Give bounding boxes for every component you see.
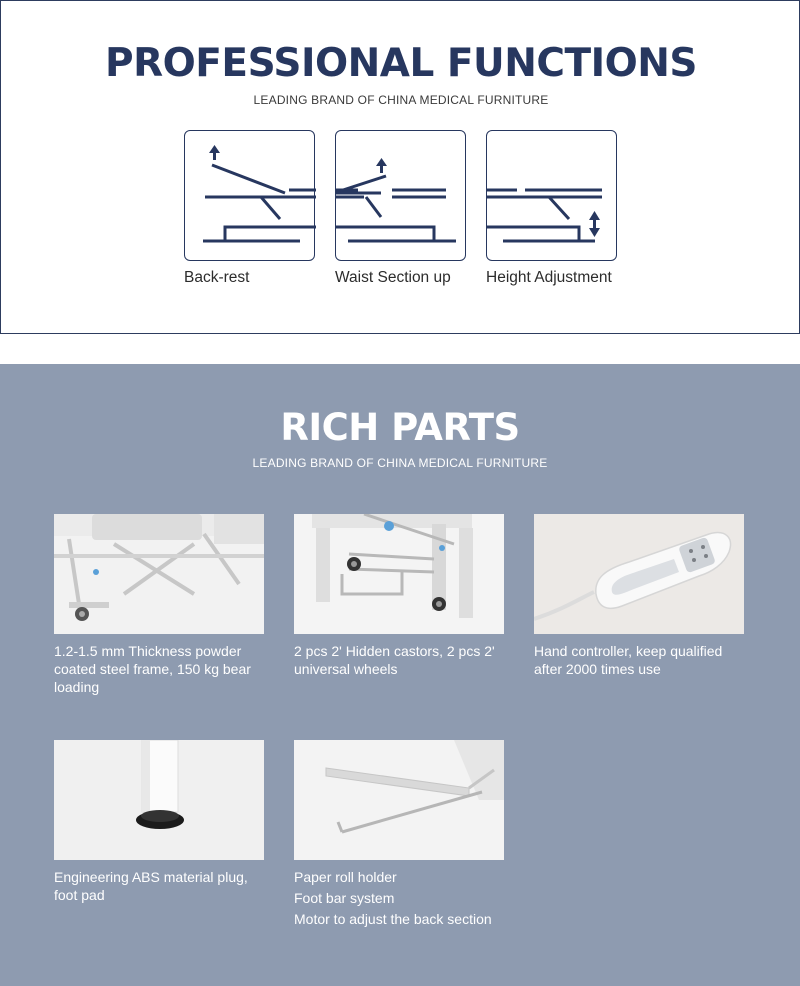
section-subtitle: LEADING BRAND OF CHINA MEDICAL FURNITURE: [253, 93, 549, 107]
part-description-2: 2 pcs 2' Hidden castors, 2 pcs 2' universal wheels: [294, 643, 495, 677]
backrest-diagram-icon: [184, 130, 315, 261]
function-label-height-adjustment: Height Adjustment: [486, 269, 612, 286]
foot-plug-photo: [54, 740, 264, 860]
rich-parts-section: [0, 364, 800, 986]
section-title: PROFESSIONAL FUNCTIONS: [105, 41, 697, 86]
section-subtitle: LEADING BRAND OF CHINA MEDICAL FURNITURE: [252, 456, 548, 470]
part-description-1: 1.2-1.5 mm Thickness powder coated steel frame, 150 kg bear loading: [54, 643, 251, 695]
hand-controller-photo: [534, 514, 744, 634]
paper-roll-holder-photo: [294, 740, 504, 860]
part-description-5: Paper roll holder Foot bar system Motor to adjust the back section: [294, 869, 492, 927]
height-adjustment-diagram-icon: [486, 130, 617, 261]
part-description-4: Engineering ABS material plug, foot pad: [54, 869, 248, 903]
professional-functions-section: [0, 0, 800, 334]
steel-frame-photo: [54, 514, 264, 634]
part-description-3: Hand controller, keep qualified after 2000 times use: [534, 643, 723, 677]
castors-photo: [294, 514, 504, 634]
waist-section-diagram-icon: [335, 130, 466, 261]
function-label-backrest: Back-rest: [184, 269, 250, 286]
section-title: RICH PARTS: [280, 406, 520, 449]
function-label-waist-section: Waist Section up: [335, 269, 451, 286]
